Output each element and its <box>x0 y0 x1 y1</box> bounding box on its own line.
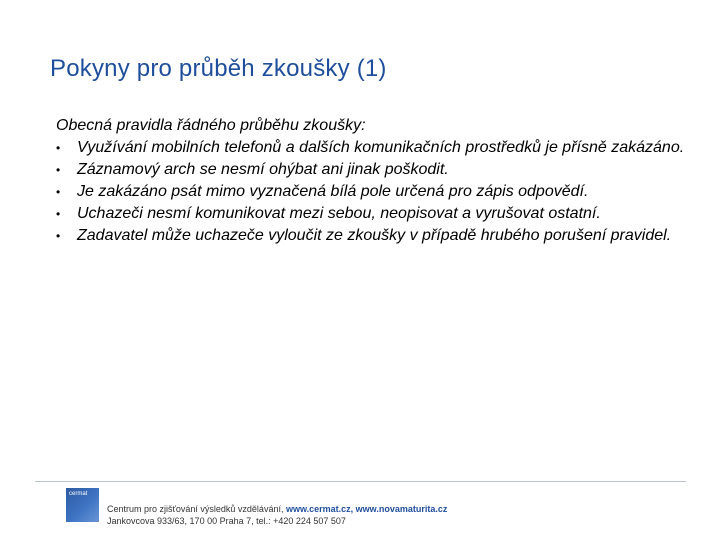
bullet-icon: • <box>56 229 61 243</box>
list-item <box>56 225 696 247</box>
rule-text: Záznamový arch se nesmí ohýbat ani jinak poškodit. <box>77 161 449 178</box>
cermat-logo <box>66 488 99 522</box>
bullet-icon: • <box>56 141 61 155</box>
rule-text: Je zakázáno psát mimo vyznačená bílá pole určená pro zápis odpovědí. <box>77 183 589 200</box>
footer-divider <box>35 481 686 482</box>
rules-list <box>56 137 696 247</box>
rules-heading: Obecná pravidla řádného průběhu zkoušky: <box>56 117 366 134</box>
footer-org: Centrum pro zjišťování výsledků vzdělávání, <box>107 504 286 514</box>
rule-text: Využívání mobilních telefonů a dalších komunikačních prostředků je přísně zakázáno. <box>77 139 685 156</box>
slide-title: Pokyny pro průběh zkoušky (1) <box>50 55 387 82</box>
bullet-icon: • <box>56 207 61 221</box>
list-item <box>56 159 696 181</box>
footer-address: Jankovcova 933/63, 170 00 Praha 7, tel.: +420 224 507 507 <box>107 516 346 526</box>
footer-links[interactable]: www.cermat.cz, www.novamaturita.cz <box>285 504 448 514</box>
rule-text: Zadavatel může uchazeče vyloučit ze zkoušky v případě hrubého porušení pravidel. <box>77 227 672 244</box>
bullet-icon: • <box>56 163 61 177</box>
footer <box>107 503 447 527</box>
bullet-icon: • <box>56 185 61 199</box>
list-item <box>56 181 696 203</box>
list-item <box>56 203 696 225</box>
list-item <box>56 137 696 159</box>
rule-text: Uchazeči nesmí komunikovat mezi sebou, neopisovat a vyrušovat ostatní. <box>77 205 601 222</box>
logo-label: cermat <box>69 491 88 497</box>
rules-section <box>56 115 696 247</box>
footer-org-line <box>107 503 447 515</box>
